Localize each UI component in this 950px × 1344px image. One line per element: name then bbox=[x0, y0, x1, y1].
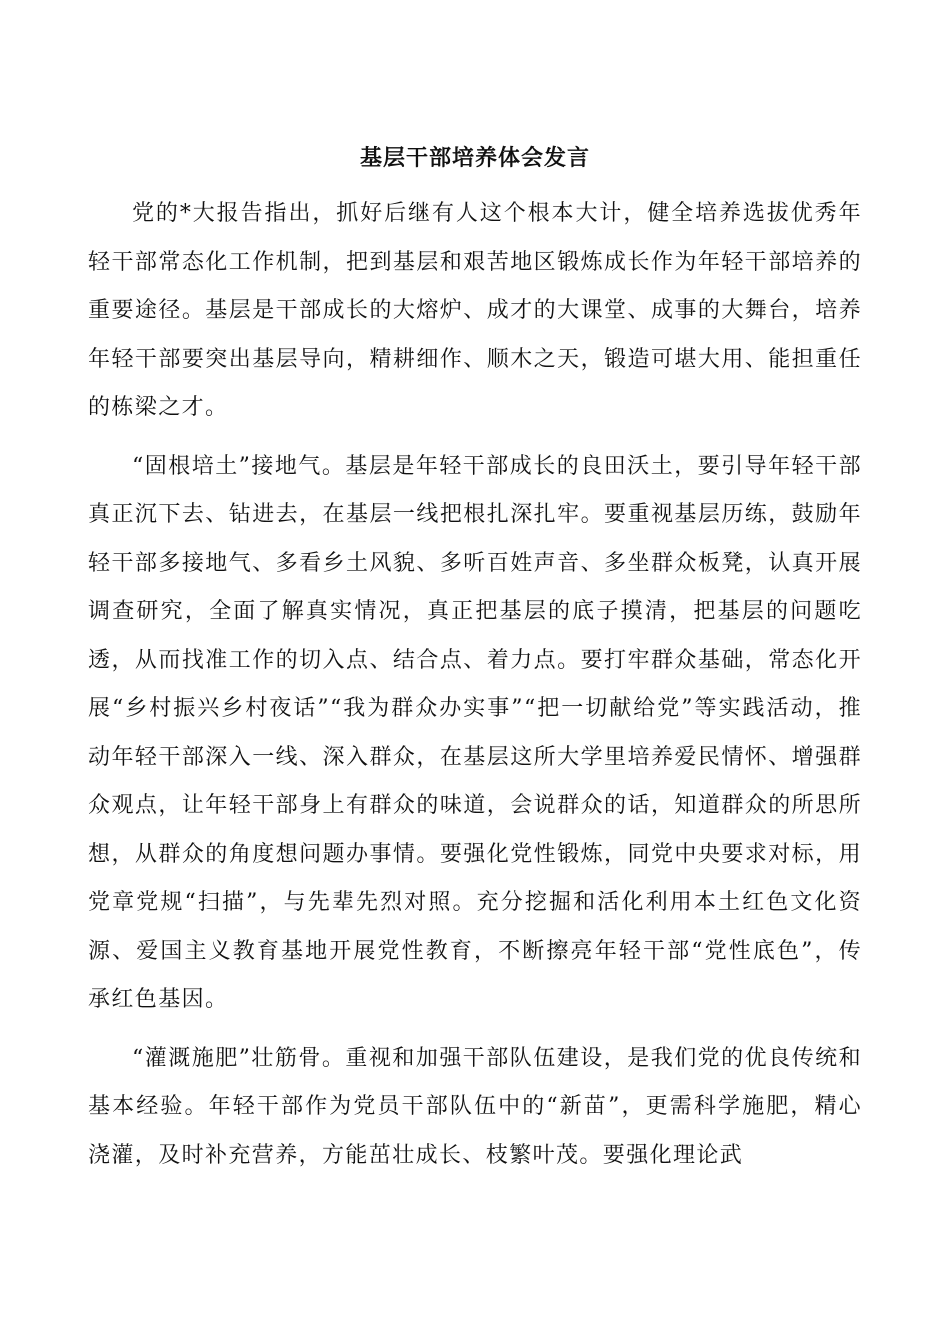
document-title: 基层干部培养体会发言 bbox=[359, 145, 590, 171]
paragraph-grassroots: “固根培土”接地气。基层是年轻干部成长的良田沃土，要引导年轻干部真正沉下去、钻进去，在基层一线把根扎深扎牢。要重视基层历练，鼓励年轻干部多接地气、多看乡土风貌、多听百姓声音、多坐群众板凳，认真开展调查研究，全面了解真实情况，真正把基层的底子摸清，把基层的问题吃透，从而找准工作的切入点、结合点、着力点。要打牢群众基础，常态化开展“乡村振兴乡村夜话”“我为群众办实事”“把一切献给党”等实践活动，推动年轻干部深入一线、深入群众，在基层这所大学里培养爱民情怀、增强群众观点，让年轻干部身上有群众的味道，会说群众的话，知道群众的所思所想，从群众的角度想问题办事情。要强化党性锻炼，同党中央要求对标，用党章党规“扫描”，与先辈先烈对照。充分挖掘和活化利用本土红色文化资源、爱国主义教育基地开展党性教育，不断擦亮年轻干部“党性底色”，传承红色基因。 bbox=[88, 453, 862, 1012]
paragraph-nurture: “灌溉施肥”壮筋骨。重视和加强干部队伍建设，是我们党的优良传统和基本经验。年轻干部作为党员干部队伍中的“新苗”，更需科学施肥，精心浇灌，及时补充营养，方能茁壮成长、枝繁叶茂。要强化理论武 bbox=[88, 1045, 862, 1168]
document-body bbox=[88, 190, 862, 1180]
paragraph-intro: 党的*大报告指出，抓好后继有人这个根本大计，健全培养选拔优秀年轻干部常态化工作机制，把到基层和艰苦地区锻炼成长作为年轻干部培养的重要途径。基层是干部成长的大熔炉、成才的大课堂、成事的大舞台，培养年轻干部要突出基层导向，精耕细作、顺木之天，锻造可堪大用、能担重任的栋梁之才。 bbox=[88, 201, 862, 420]
